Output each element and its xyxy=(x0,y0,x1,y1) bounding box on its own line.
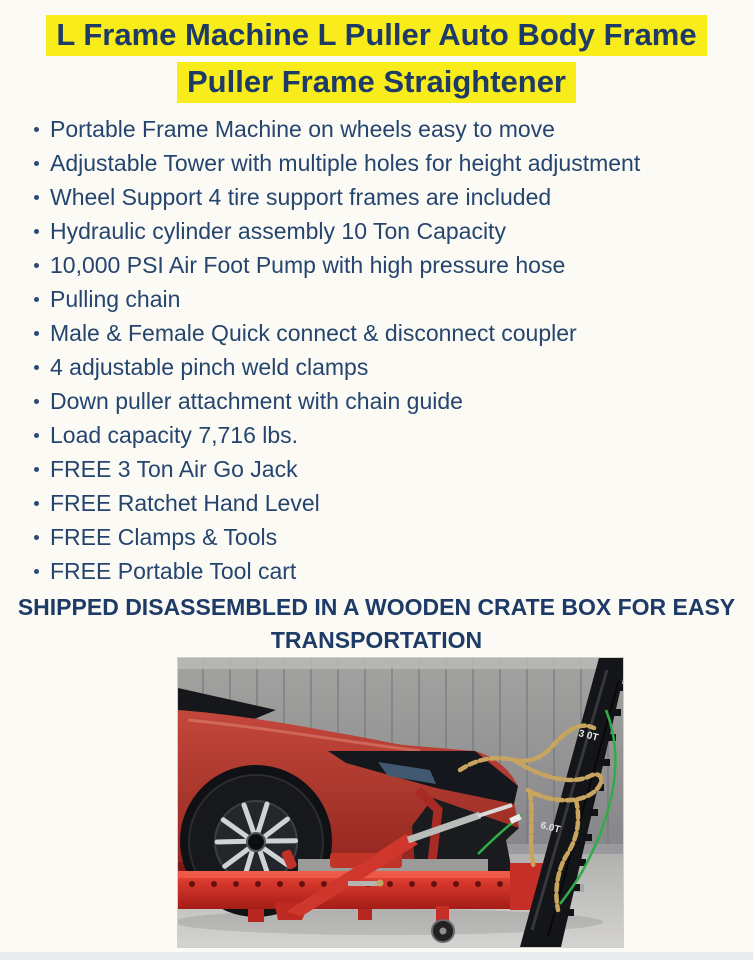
feature-list-item: Pulling chain xyxy=(26,282,753,316)
feature-list-item: Down puller attachment with chain guide xyxy=(26,384,753,418)
feature-list-item: Hydraulic cylinder assembly 10 Ton Capacity xyxy=(26,214,753,248)
feature-list-item: Portable Frame Machine on wheels easy to move xyxy=(26,112,753,146)
wheel-hub xyxy=(247,833,265,851)
feature-list-item: Load capacity 7,716 lbs. xyxy=(26,418,753,452)
bottom-strip xyxy=(0,952,753,960)
wall-top-band xyxy=(178,658,623,669)
feature-list-item: 4 adjustable pinch weld clamps xyxy=(26,350,753,384)
product-photo xyxy=(177,657,624,948)
arm-gold-pin xyxy=(377,880,384,887)
frame-machine-illustration xyxy=(178,658,623,947)
title-highlight-1: L Frame Machine L Puller Auto Body Frame xyxy=(46,15,706,56)
beam-leg-2 xyxy=(358,909,372,920)
title-highlight-2: Puller Frame Straightener xyxy=(177,62,576,103)
feature-list-item: FREE 3 Ton Air Go Jack xyxy=(26,452,753,486)
caster-hub xyxy=(440,928,447,935)
feature-list-item: FREE Portable Tool cart xyxy=(26,554,753,588)
feature-list-item: FREE Ratchet Hand Level xyxy=(26,486,753,520)
beam-leg xyxy=(248,909,264,922)
shipping-note-line-1: SHIPPED DISASSEMBLED IN A WOODEN CRATE BOX FOR EASY xyxy=(17,594,736,620)
feature-list xyxy=(26,112,753,588)
page-title xyxy=(0,0,753,105)
title-line-2 xyxy=(0,58,753,105)
feature-list-item: Adjustable Tower with multiple holes for height adjustment xyxy=(26,146,753,180)
feature-list-item: 10,000 PSI Air Foot Pump with high pressure hose xyxy=(26,248,753,282)
title-line-1 xyxy=(0,11,753,58)
feature-list-item: Wheel Support 4 tire support frames are included xyxy=(26,180,753,214)
shipping-note xyxy=(0,591,753,657)
tower-label-top: 3 0T xyxy=(577,728,600,744)
tower-label-mid: 6.0T xyxy=(539,820,562,836)
feature-list-item: FREE Clamps & Tools xyxy=(26,520,753,554)
shipping-note-line-2: TRANSPORTATION xyxy=(270,627,483,653)
feature-list-item: Male & Female Quick connect & disconnect coupler xyxy=(26,316,753,350)
